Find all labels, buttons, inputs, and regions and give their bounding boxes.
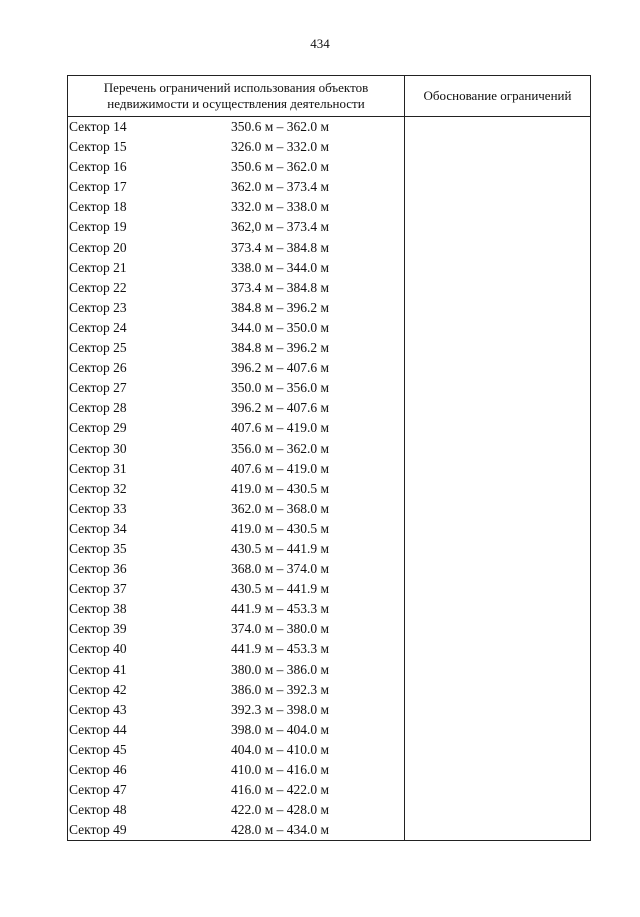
restriction-cell [68,700,405,720]
restriction-cell [68,439,405,459]
table-row [68,418,591,438]
sector-name: Сектор 39 [69,621,127,637]
basis-cell [405,559,591,579]
basis-cell [405,519,591,539]
table-row [68,338,591,358]
restriction-cell [68,338,405,358]
basis-cell [405,780,591,800]
sector-name: Сектор 32 [69,480,127,496]
sector-name: Сектор 22 [69,279,127,295]
basis-cell [405,820,591,841]
table-row [68,318,591,338]
sector-name: Сектор 31 [69,460,127,476]
table-row [68,559,591,579]
sector-name: Сектор 42 [69,681,127,697]
sector-name: Сектор 38 [69,601,127,617]
sector-range: 362.0 м – 368.0 м [231,500,330,516]
table-row [68,579,591,599]
restriction-cell [68,780,405,800]
restriction-cell [68,318,405,338]
table-row [68,177,591,197]
sector-name: Сектор 37 [69,581,127,597]
table-row [68,258,591,278]
sector-name: Сектор 26 [69,360,127,376]
restriction-cell [68,117,405,138]
restriction-cell [68,519,405,539]
restriction-cell [68,137,405,157]
table-row [68,358,591,378]
table-row [68,639,591,659]
restriction-cell [68,157,405,177]
restriction-cell [68,660,405,680]
restriction-cell [68,760,405,780]
restriction-cell [68,579,405,599]
sector-name: Сектор 18 [69,199,127,215]
sector-name: Сектор 19 [69,219,127,235]
sector-name: Сектор 35 [69,540,127,556]
table-row [68,459,591,479]
restriction-cell [68,599,405,619]
table-row [68,197,591,217]
sector-name: Сектор 33 [69,500,127,516]
basis-cell [405,217,591,237]
sector-range: 428.0 м – 434.0 м [231,822,330,838]
table-header-row [68,76,591,117]
sector-range: 362.0 м – 373.4 м [231,179,330,195]
sector-range: 441.9 м – 453.3 м [231,601,330,617]
sector-name: Сектор 45 [69,741,127,757]
sector-name: Сектор 48 [69,802,127,818]
basis-cell [405,378,591,398]
sector-name: Сектор 46 [69,762,127,777]
basis-cell [405,238,591,258]
sector-range: 422.0 м – 428.0 м [231,802,330,818]
restriction-cell [68,238,405,258]
sector-name: Сектор 27 [69,380,127,396]
sector-name: Сектор 28 [69,400,127,416]
sector-range: 396.2 м – 407.6 м [231,400,330,416]
table-row [68,660,591,680]
sector-range: 386.0 м – 392.3 м [231,681,330,697]
sector-range: 374.0 м – 380.0 м [231,621,330,637]
basis-cell [405,459,591,479]
page-number: 434 [310,36,330,51]
sector-range: 350.0 м – 356.0 м [231,380,330,396]
sector-range: 416.0 м – 422.0 м [231,782,330,798]
sector-range: 392.3 м – 398.0 м [231,701,330,717]
sector-name: Сектор 40 [69,641,127,657]
sector-range: 326.0 м – 332.0 м [231,139,330,155]
restriction-cell [68,378,405,398]
restriction-cell [68,559,405,579]
restriction-cell [68,740,405,760]
sector-name: Сектор 23 [69,299,127,315]
restriction-cell [68,539,405,559]
basis-cell [405,479,591,499]
restriction-cell [68,639,405,659]
restriction-cell [68,459,405,479]
sector-range: 344.0 м – 350.0 м [231,319,330,335]
basis-cell [405,539,591,559]
sector-name: Сектор 29 [69,420,127,436]
sector-name: Сектор 21 [69,259,127,275]
sector-name: Сектор 24 [69,319,127,335]
sector-name: Сектор 44 [69,721,127,737]
sector-name: Сектор 30 [69,440,127,456]
basis-cell [405,177,591,197]
table-row [68,619,591,639]
basis-cell [405,639,591,659]
restriction-cell [68,278,405,298]
sector-range: 410.0 м – 416.0 м [231,762,330,777]
restriction-cell [68,177,405,197]
restriction-cell [68,418,405,438]
table-row [68,740,591,760]
basis-cell [405,418,591,438]
restriction-cell [68,479,405,499]
restriction-cell [68,358,405,378]
sector-range: 396.2 м – 407.6 м [231,360,330,376]
basis-cell [405,660,591,680]
sector-range: 441.9 м – 453.3 м [231,641,330,657]
sector-name: Сектор 17 [69,179,127,195]
sector-range: 404.0 м – 410.0 м [231,741,330,757]
basis-cell [405,358,591,378]
restriction-cell [68,800,405,820]
restrictions-table [67,75,591,841]
sector-range: 362,0 м – 373.4 м [231,219,330,235]
basis-cell [405,499,591,519]
basis-cell [405,137,591,157]
restriction-cell [68,197,405,217]
sector-range: 384.8 м – 396.2 м [231,340,330,356]
basis-cell [405,298,591,318]
restriction-cell [68,720,405,740]
table-row [68,800,591,820]
basis-cell [405,278,591,298]
sector-name: Сектор 49 [69,822,127,838]
sector-range: 356.0 м – 362.0 м [231,440,330,456]
restriction-cell [68,217,405,237]
basis-cell [405,720,591,740]
basis-cell [405,579,591,599]
restriction-cell [68,820,405,841]
table-row [68,720,591,740]
sector-range: 380.0 м – 386.0 м [231,661,330,677]
sector-range: 350.6 м – 362.0 м [231,159,330,175]
table-row [68,479,591,499]
sector-range: 373.4 м – 384.8 м [231,239,330,255]
sector-name: Сектор 47 [69,782,127,798]
sector-name: Сектор 14 [69,119,127,134]
sector-name: Сектор 36 [69,561,127,577]
sector-name: Сектор 34 [69,520,127,536]
table-row [68,298,591,318]
restriction-cell [68,499,405,519]
table-row [68,680,591,700]
sector-range: 384.8 м – 396.2 м [231,299,330,315]
basis-cell [405,700,591,720]
restriction-cell [68,258,405,278]
restriction-cell [68,619,405,639]
sector-range: 419.0 м – 430.5 м [231,520,330,536]
sector-range: 332.0 м – 338.0 м [231,199,330,215]
table-row [68,539,591,559]
sector-name: Сектор 41 [69,661,127,677]
sector-range: 368.0 м – 374.0 м [231,561,330,577]
table-row [68,780,591,800]
table-row [68,599,591,619]
basis-cell [405,760,591,780]
sector-name: Сектор 25 [69,340,127,356]
basis-cell [405,117,591,138]
sector-name: Сектор 16 [69,159,127,175]
basis-cell [405,619,591,639]
sector-range: 430.5 м – 441.9 м [231,581,330,597]
basis-cell [405,338,591,358]
restriction-cell [68,398,405,418]
table-row [68,820,591,841]
table-row [68,278,591,298]
table-row [68,238,591,258]
header-restrictions-list: Перечень ограничений использования объектов недвижимости и осуществления деятельности [68,76,405,117]
table-row [68,519,591,539]
sector-range: 419.0 м – 430.5 м [231,480,330,496]
table-row [68,398,591,418]
table-row [68,157,591,177]
sector-range: 430.5 м – 441.9 м [231,540,330,556]
basis-cell [405,439,591,459]
table-row [68,217,591,237]
table-row [68,137,591,157]
table-row [68,700,591,720]
restriction-cell [68,680,405,700]
sector-range: 407.6 м – 419.0 м [231,460,330,476]
sector-range: 373.4 м – 384.8 м [231,279,330,295]
basis-cell [405,680,591,700]
sector-name: Сектор 20 [69,239,127,255]
sector-range: 398.0 м – 404.0 м [231,721,330,737]
table-row [68,378,591,398]
basis-cell [405,740,591,760]
sector-name: Сектор 43 [69,701,127,717]
basis-cell [405,398,591,418]
table-row [68,117,591,138]
restriction-cell [68,298,405,318]
basis-cell [405,157,591,177]
basis-cell [405,800,591,820]
table-row [68,499,591,519]
sector-range: 350.6 м – 362.0 м [231,119,330,134]
table-row [68,760,591,780]
table-row [68,439,591,459]
basis-cell [405,197,591,217]
header-restrictions-basis: Обоснование ограничений [405,76,591,117]
table-body [68,117,591,841]
sector-range: 407.6 м – 419.0 м [231,420,330,436]
sector-name: Сектор 15 [69,139,127,155]
basis-cell [405,318,591,338]
basis-cell [405,258,591,278]
sector-range: 338.0 м – 344.0 м [231,259,330,275]
basis-cell [405,599,591,619]
